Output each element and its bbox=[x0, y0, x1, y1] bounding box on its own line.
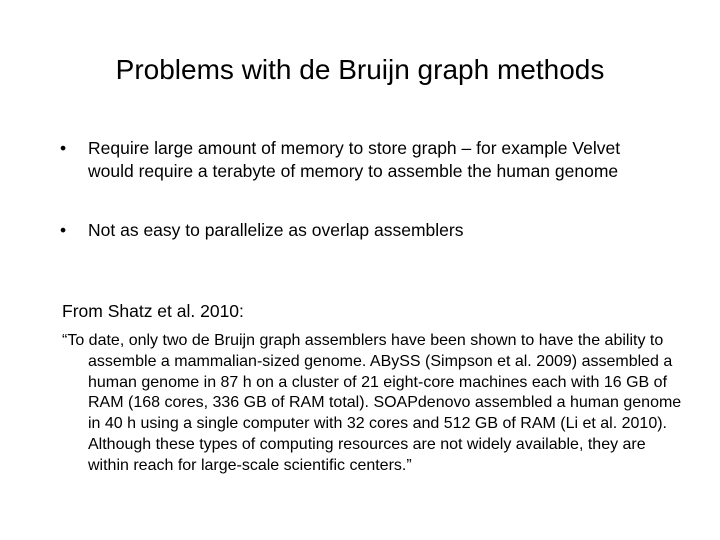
bullet-text: Require large amount of memory to store graph – for example Velvet would require a terabyte of memory to assemble the human genome bbox=[88, 138, 621, 181]
bullet-item-parallelize bbox=[60, 219, 660, 242]
bullet-marker: • bbox=[60, 138, 67, 158]
bullet-item-memory bbox=[60, 137, 660, 183]
bullet-marker: • bbox=[60, 220, 67, 240]
quote-block: “To date, only two de Bruijn graph assemblers have been shown to have the ability to assemble a mammalian-sized genome. ABySS (Simpson et al. 2009) assembled a human genome in 87 h on a cluster of 21 eight-core machines each with 16 GB of RAM (168 cores, 336 GB of RAM total). SOAPdenovo assembled a human genome in 40 h using a single computer with 32 cores and 512 GB of RAM (Li et al. 2010). Although these types of computing resources are not widely available, they are within reach for large-scale scientific centers.” bbox=[62, 332, 682, 474]
source-citation: From Shatz et al. 2010: bbox=[62, 301, 244, 321]
bullet-text: Not as easy to parallelize as overlap assemblers bbox=[88, 220, 464, 240]
slide-title: Problems with de Bruijn graph methods bbox=[115, 54, 605, 85]
bullet-list bbox=[60, 137, 660, 242]
